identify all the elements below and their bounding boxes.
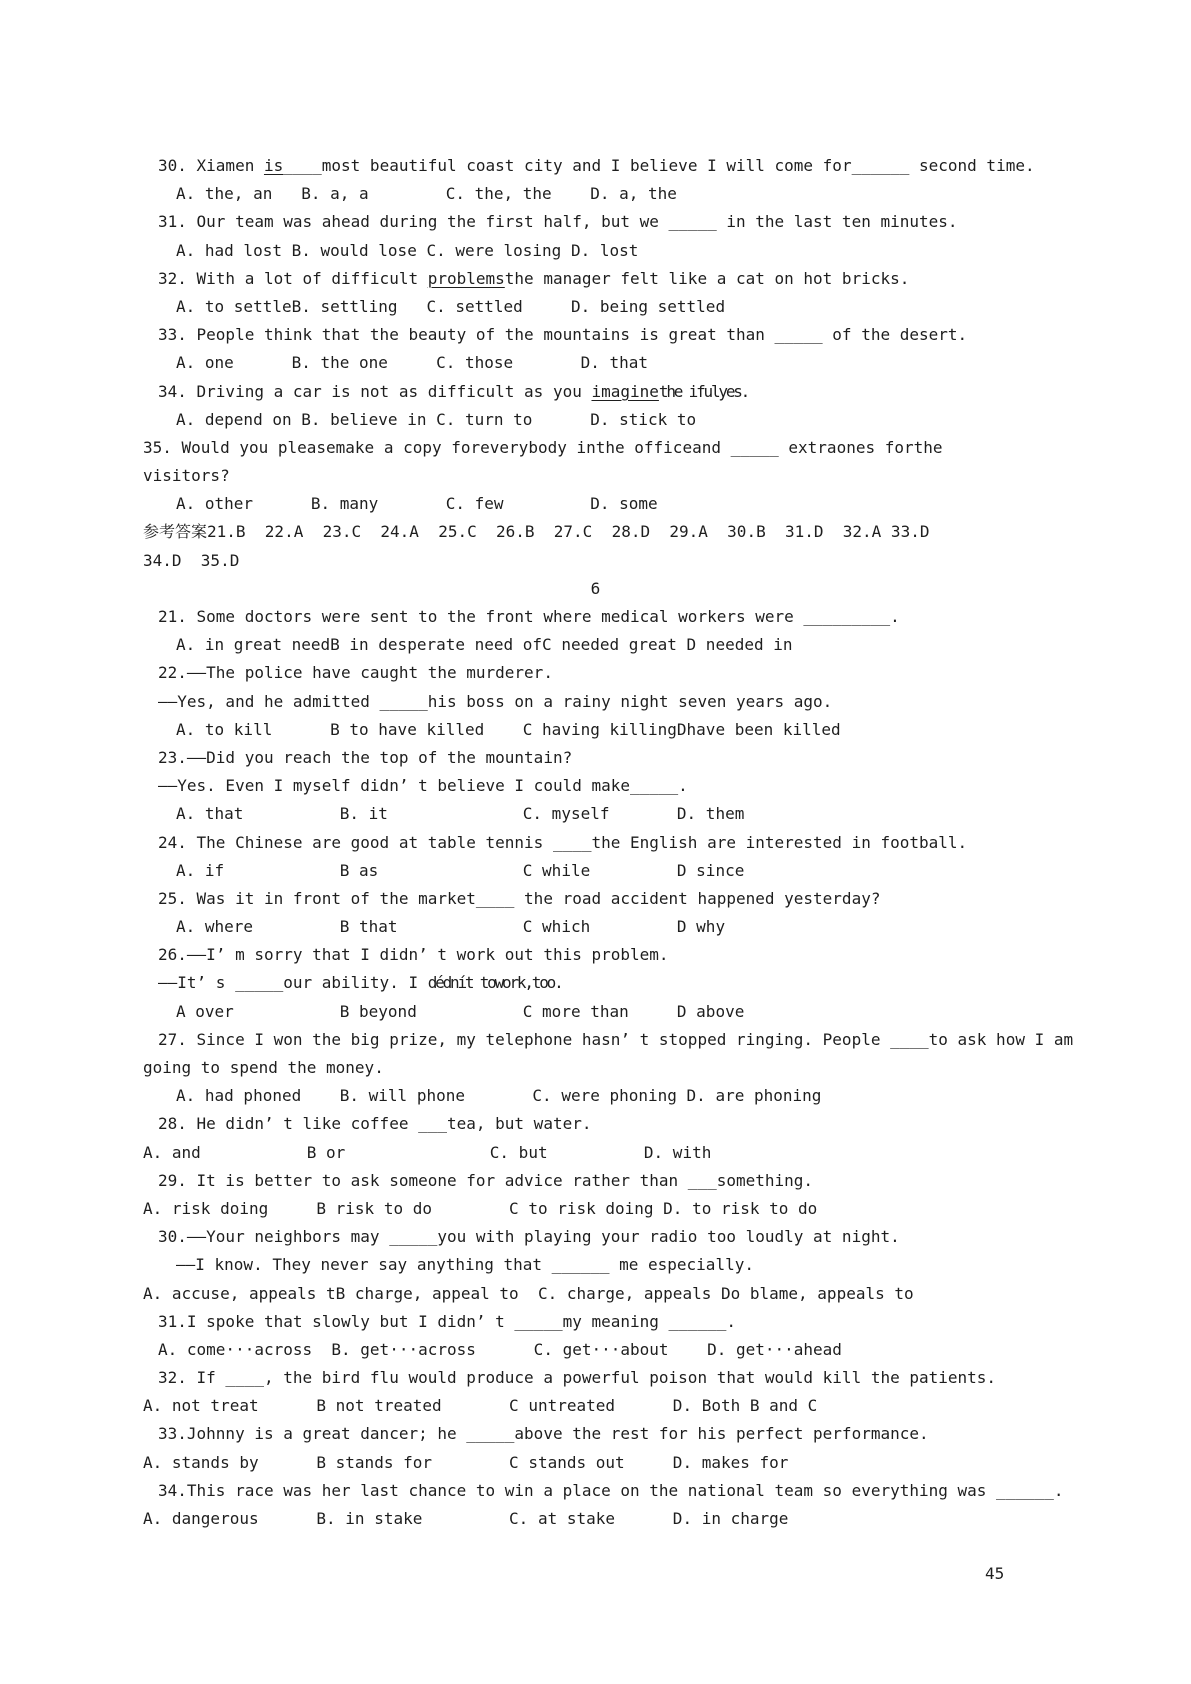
text-line — [158, 265, 1191, 293]
text-segment: A. to settleB. settling C. settled D. being settled — [176, 296, 726, 316]
text-segment: ——Yes, and he admitted _____his boss on a rainy night seven years ago. — [158, 691, 833, 711]
text-line — [176, 631, 1191, 659]
text-line — [176, 237, 1191, 265]
text-segment: 21. Some doctors were sent to the front where medical workers were _________. — [158, 607, 900, 626]
text-segment: A. had lost B. would lose C. were losing D. lost — [176, 240, 639, 260]
text-segment: 33. People think that the beauty of the mountains is great than _____ of the desert. — [158, 325, 968, 345]
text-segment: 28. He didn’ t like coffee ___tea, but water. — [158, 1114, 592, 1134]
text-segment: 27. Since I won the big prize, my telephone hasn’ t stopped ringing. People ____to ask how I am — [158, 1029, 1074, 1049]
text-segment: 32. If ____, the bird flu would produce a powerful poison that would kill the patients. — [158, 1368, 997, 1388]
text-line — [176, 913, 1191, 941]
text-line — [176, 1082, 1191, 1110]
text-segment: the ifulyes. — [658, 381, 749, 401]
text-segment: A. if B as C while D since — [176, 860, 745, 880]
text-line — [158, 885, 1191, 913]
text-segment: 23.——Did you reach the top of the mountain? — [158, 747, 573, 767]
text-line — [158, 1364, 1191, 1392]
text-line — [158, 1223, 1191, 1251]
text-line — [143, 1505, 1191, 1533]
text-segment: 22.——The police have caught the murderer. — [158, 663, 553, 683]
underlined-text: problems — [427, 268, 505, 288]
text-line — [158, 688, 1191, 716]
text-line — [143, 1054, 1191, 1082]
text-segment: A. dangerous B. in stake C. at stake D. in charge — [143, 1509, 789, 1528]
text-segment: A. that B. it C. myself D. them — [176, 804, 745, 824]
text-line — [143, 434, 1191, 462]
text-segment: 31. Our team was ahead during the first half, but we _____ in the last ten minutes. — [158, 212, 958, 232]
text-segment: visitors? — [143, 466, 230, 486]
text-segment: 30.——Your neighbors may _____you with playing your radio too loudly at night. — [158, 1227, 900, 1247]
text-segment: 34.D 35.D — [143, 550, 240, 570]
text-line — [158, 1336, 1191, 1364]
text-segment: 35. Would you pleasemake a copy foreverybody inthe officeand _____ extraones forthe — [143, 437, 943, 457]
text-line — [143, 1392, 1191, 1420]
text-segment: ——I know. They never say anything that ______ me especially. — [176, 1255, 754, 1275]
text-segment: A. not treat B not treated C untreated D. Both B and C — [143, 1396, 818, 1416]
page-number: 45 — [985, 1564, 1005, 1583]
text-segment: A. one B. the one C. those D. that — [176, 353, 649, 373]
text-segment: ——Yes. Even I myself didn’ t believe I could make_____. — [158, 776, 688, 796]
text-line — [158, 1167, 1191, 1195]
text-segment: A. where B that C which D why — [176, 917, 726, 937]
text-line — [158, 1477, 1191, 1505]
text-segment: 29. It is better to ask someone for advice rather than ___something. — [158, 1170, 814, 1190]
text-segment: A. stands by B stands for C stands out D. makes for — [143, 1452, 789, 1472]
text-segment: A. other B. many C. few D. some — [176, 494, 658, 514]
text-line — [158, 659, 1191, 687]
text-line — [176, 293, 1191, 321]
text-segment: 34.This race was her last chance to win a place on the national team so everything was ______. — [158, 1480, 1064, 1500]
text-line — [143, 462, 1191, 490]
text-line — [158, 208, 1191, 236]
text-segment: A. come···across B. get···across C. get···about D. get···ahead — [158, 1339, 842, 1359]
text-segment: A over B beyond C more than D above — [176, 1001, 745, 1021]
text-segment: A. accuse, appeals tB charge, appeal to C. charge, appeals Do blame, appeals to — [143, 1283, 914, 1303]
text-line — [158, 744, 1191, 772]
text-line — [143, 1195, 1191, 1223]
text-segment: 24. The Chinese are good at table tennis ____the English are interested in football. — [158, 832, 968, 852]
text-line — [143, 1449, 1191, 1477]
text-segment: the manager felt like a cat on hot bricks. — [504, 268, 910, 288]
text-segment: ——It’ s _____our ability. I — [158, 973, 428, 993]
text-line — [158, 829, 1191, 857]
text-line — [143, 1280, 1191, 1308]
text-segment: A. to kill B to have killed C having killingDhave been killed — [176, 719, 841, 739]
text-segment: ____most beautiful coast city and I believe I will come for______ second time. — [283, 156, 1035, 175]
text-line — [176, 180, 1191, 208]
text-line — [158, 1026, 1191, 1054]
text-segment: 参考答案21.B 22.A 23.C 24.A 25.C 26.B 27.C 28.D 29.A 30.B 31.D 32.A 33.D — [143, 522, 930, 542]
text-segment: 26.——I’ m sorry that I didn’ t work out this problem. — [158, 945, 669, 965]
text-line — [158, 152, 1191, 180]
text-line — [143, 547, 1191, 575]
text-line — [176, 349, 1191, 377]
text-segment: A. had phoned B. will phone C. were phoning D. are phoning — [176, 1086, 822, 1106]
text-segment: 34. Driving a car is not as difficult as you — [158, 381, 592, 401]
text-segment: 32. With a lot of difficult — [158, 268, 428, 288]
text-segment: 6 — [590, 578, 601, 598]
text-segment: A. depend on B. believe in C. turn to D. stick to — [176, 409, 697, 429]
text-line — [158, 378, 1191, 406]
text-line — [176, 406, 1191, 434]
text-line — [158, 1308, 1191, 1336]
text-line — [158, 941, 1191, 969]
text-segment: A. risk doing B risk to do C to risk doing D. to risk to do — [143, 1198, 818, 1218]
text-line — [176, 1251, 1191, 1279]
text-segment: dédnít towork,too. — [427, 973, 562, 993]
text-line — [158, 603, 1191, 631]
text-line — [176, 716, 1191, 744]
text-line — [158, 1420, 1191, 1448]
text-segment: 31.I spoke that slowly but I didn’ t _____my meaning ______. — [158, 1311, 736, 1331]
underlined-text: is — [263, 156, 284, 175]
text-line — [176, 490, 1191, 518]
text-line — [158, 772, 1191, 800]
text-line — [176, 857, 1191, 885]
text-line — [158, 321, 1191, 349]
text-segment: A. the, an B. a, a C. the, the D. a, the — [176, 184, 677, 204]
text-line — [143, 1139, 1191, 1167]
text-segment: 33.Johnny is a great dancer; he _____above the rest for his perfect performance. — [158, 1424, 929, 1444]
text-line — [158, 1110, 1191, 1138]
text-segment: 30. Xiamen — [158, 156, 264, 175]
text-line — [176, 998, 1191, 1026]
text-line — [176, 800, 1191, 828]
text-segment: A. and B or C. but D. with — [143, 1142, 712, 1162]
text-segment: going to spend the money. — [143, 1058, 384, 1077]
text-segment: A. in great needB in desperate need ofC needed great D needed in — [176, 635, 793, 655]
underlined-text: imagine — [591, 381, 659, 401]
text-line — [158, 969, 1191, 997]
text-segment: 25. Was it in front of the market____ the road accident happened yesterday? — [158, 888, 881, 908]
text-line — [143, 518, 1191, 546]
document-body — [0, 152, 1191, 1533]
section-header — [0, 575, 1191, 603]
